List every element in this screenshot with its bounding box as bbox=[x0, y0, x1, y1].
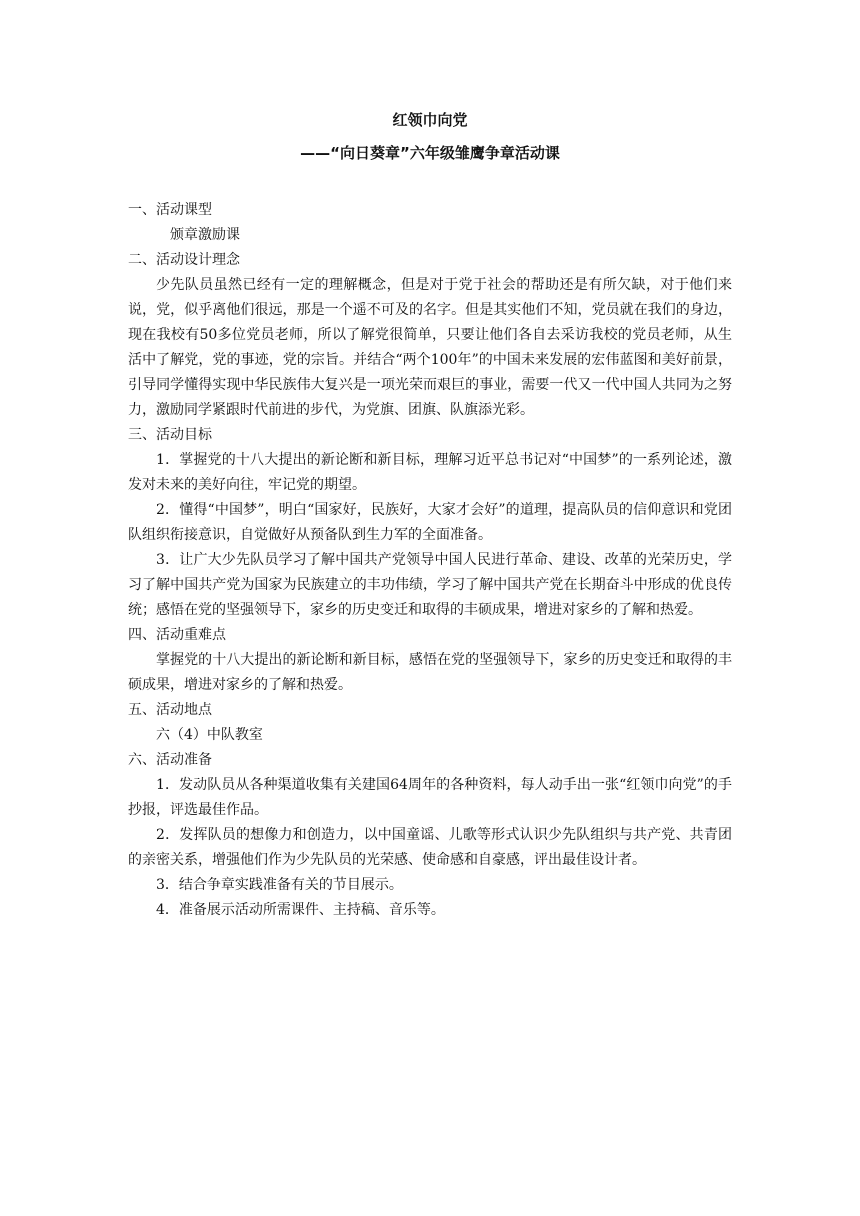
paragraph: 3．让广大少先队员学习了解中国共产党领导中国人民进行革命、建设、改革的光荣历史，学习了解中国共产党为国家为民族建立的丰功伟绩，学习了解中国共产党在长期奋斗中形成的优良传统；感悟在党的坚强领导下，家乡的历史变迁和取得的丰硕成果，增进对家乡的了解和热爱。 bbox=[128, 552, 732, 618]
paragraph: 1．掌握党的十八大提出的新论断和新目标，理解习近平总书记对“中国梦”的一系列论述，激发对未来的美好向往，牢记党的期望。 bbox=[128, 452, 732, 493]
paragraph: 掌握党的十八大提出的新论断和新目标，感悟在党的坚强领导下，家乡的历史变迁和取得的丰硕成果，增进对家乡的了解和热爱。 bbox=[128, 652, 732, 693]
section-heading-preparation: 六、活动准备 bbox=[128, 752, 212, 768]
paragraph: 少先队员虽然已经有一定的理解概念，但是对于党于社会的帮助还是有所欠缺，对于他们来说，党，似乎离他们很远，那是一个遥不可及的名字。但是其实他们不知，党员就在我们的身边，现在我校有50多位党员老师，所以了解党很简单，只要让他们各自去采访我校的党员老师，从生活中了解党，党的事迹，党的宗旨。并结合“两个100年”的中国未来发展的宏伟蓝图和美好前景，引导同学懂得实现中华民族伟大复兴是一项光荣而艰巨的事业，需要一代又一代中国人共同为之努力，激励同学紧跟时代前进的步代，为党旗、团旗、队旗添光彩。 bbox=[128, 277, 732, 418]
section-heading-objectives: 三、活动目标 bbox=[128, 427, 212, 443]
paragraph: 颁章激励课 bbox=[170, 227, 240, 243]
paragraph: 2．懂得“中国梦”，明白“国家好，民族好，大家才会好”的道理，提高队员的信仰意识和党团队组织衔接意识，自觉做好从预备队到生力军的全面准备。 bbox=[128, 502, 732, 543]
paragraph: 3．结合争章实践准备有关的节目展示。 bbox=[156, 877, 403, 893]
document-subtitle: ——“向日葵章”六年级雏鹰争章活动课 bbox=[300, 144, 560, 162]
paragraph: 2．发挥队员的想像力和创造力，以中国童谣、儿歌等形式认识少先队组织与共产党、共青团的亲密关系，增强他们作为少先队员的光荣感、使命感和自豪感，评出最佳设计者。 bbox=[128, 827, 732, 868]
document-title: 红领巾向党 bbox=[392, 111, 468, 129]
document-body bbox=[128, 198, 732, 923]
paragraph: 六（4）中队教室 bbox=[156, 727, 263, 743]
section-heading-design-concept: 二、活动设计理念 bbox=[128, 252, 240, 268]
paragraph: 1．发动队员从各种渠道收集有关建国64周年的各种资料，每人动手出一张“红领巾向党”的手抄报，评选最佳作品。 bbox=[128, 777, 732, 818]
section-heading-location: 五、活动地点 bbox=[128, 702, 212, 718]
paragraph: 4．准备展示活动所需课件、主持稿、音乐等。 bbox=[156, 902, 445, 918]
section-heading-course-type: 一、活动课型 bbox=[128, 202, 212, 218]
section-heading-key-points: 四、活动重难点 bbox=[128, 627, 226, 643]
